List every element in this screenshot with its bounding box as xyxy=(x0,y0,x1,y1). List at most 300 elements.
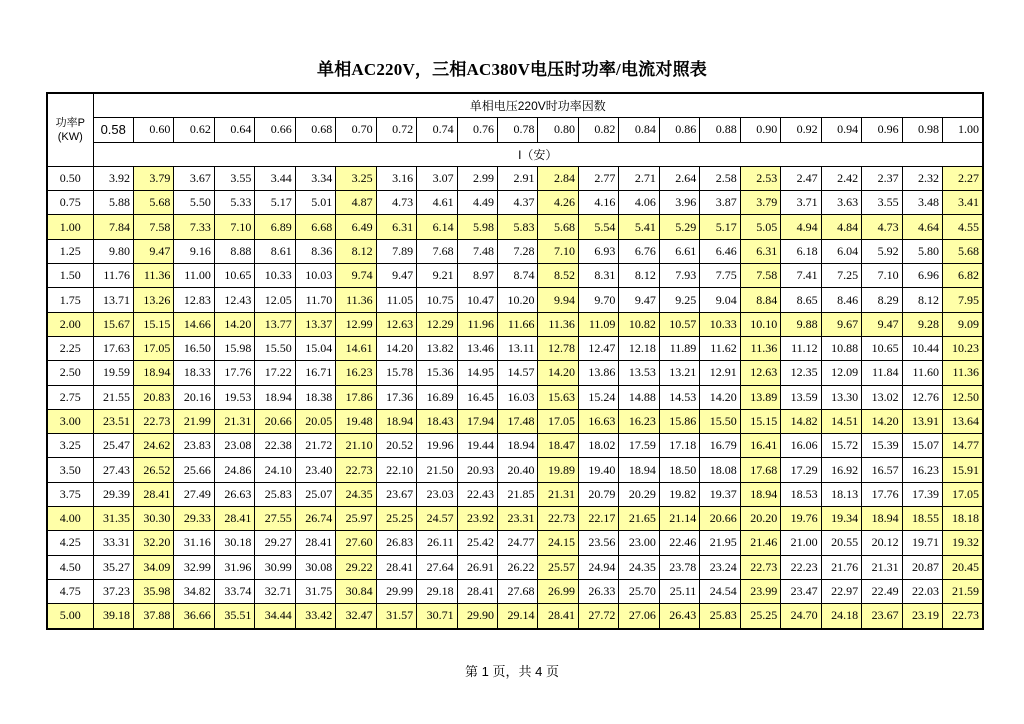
current-value-cell: 8.52 xyxy=(538,264,578,288)
current-value-cell: 14.77 xyxy=(943,434,983,458)
current-value-cell: 10.44 xyxy=(902,336,942,360)
current-value-cell: 3.48 xyxy=(902,191,942,215)
current-value-cell: 13.91 xyxy=(902,409,942,433)
current-value-cell: 20.05 xyxy=(295,409,335,433)
power-value-cell: 0.75 xyxy=(47,191,93,215)
current-value-cell: 21.31 xyxy=(538,482,578,506)
power-factor-header: 0.62 xyxy=(174,118,214,142)
current-value-cell: 8.29 xyxy=(862,288,902,312)
current-value-cell: 16.50 xyxy=(174,336,214,360)
current-value-cell: 5.29 xyxy=(659,215,699,239)
table-row xyxy=(47,482,983,506)
power-value-cell: 1.00 xyxy=(47,215,93,239)
current-value-cell: 9.80 xyxy=(93,239,133,263)
current-value-cell: 2.84 xyxy=(538,166,578,190)
power-value-cell: 1.25 xyxy=(47,239,93,263)
current-value-cell: 13.37 xyxy=(295,312,335,336)
table-row xyxy=(47,336,983,360)
table-row xyxy=(47,215,983,239)
power-factor-header: 0.70 xyxy=(336,118,376,142)
current-value-cell: 11.12 xyxy=(781,336,821,360)
current-value-cell: 18.94 xyxy=(133,361,173,385)
current-value-cell: 12.83 xyxy=(174,288,214,312)
current-value-cell: 25.11 xyxy=(659,579,699,603)
current-value-cell: 3.96 xyxy=(659,191,699,215)
current-value-cell: 9.09 xyxy=(943,312,983,336)
current-value-cell: 19.32 xyxy=(943,531,983,555)
current-value-cell: 7.25 xyxy=(821,264,861,288)
current-value-cell: 28.41 xyxy=(376,555,416,579)
current-value-cell: 14.66 xyxy=(174,312,214,336)
current-value-cell: 16.06 xyxy=(781,434,821,458)
power-value-cell: 3.75 xyxy=(47,482,93,506)
current-value-cell: 18.33 xyxy=(174,361,214,385)
current-value-cell: 3.41 xyxy=(943,191,983,215)
current-value-cell: 4.64 xyxy=(902,215,942,239)
current-value-cell: 27.68 xyxy=(498,579,538,603)
table-row xyxy=(47,385,983,409)
current-value-cell: 15.72 xyxy=(821,434,861,458)
table-row xyxy=(47,531,983,555)
current-value-cell: 2.99 xyxy=(457,166,497,190)
current-value-cell: 24.54 xyxy=(700,579,740,603)
current-value-cell: 11.70 xyxy=(295,288,335,312)
current-value-cell: 25.25 xyxy=(740,604,780,629)
table-row xyxy=(47,239,983,263)
power-current-table xyxy=(46,92,984,630)
current-value-cell: 31.16 xyxy=(174,531,214,555)
current-value-cell: 29.90 xyxy=(457,604,497,629)
power-value-cell: 3.00 xyxy=(47,409,93,433)
current-value-cell: 26.91 xyxy=(457,555,497,579)
current-value-cell: 4.49 xyxy=(457,191,497,215)
current-value-cell: 12.91 xyxy=(700,361,740,385)
current-value-cell: 22.43 xyxy=(457,482,497,506)
current-value-cell: 21.14 xyxy=(659,507,699,531)
current-value-cell: 18.94 xyxy=(376,409,416,433)
current-value-cell: 9.70 xyxy=(578,288,618,312)
current-value-cell: 19.53 xyxy=(214,385,254,409)
current-value-cell: 27.06 xyxy=(619,604,659,629)
current-value-cell: 11.09 xyxy=(578,312,618,336)
current-value-cell: 34.82 xyxy=(174,579,214,603)
current-value-cell: 9.94 xyxy=(538,288,578,312)
current-value-cell: 6.93 xyxy=(578,239,618,263)
current-value-cell: 26.22 xyxy=(498,555,538,579)
current-value-cell: 15.67 xyxy=(93,312,133,336)
current-value-cell: 24.10 xyxy=(255,458,295,482)
current-value-cell: 19.40 xyxy=(578,458,618,482)
current-value-cell: 6.31 xyxy=(376,215,416,239)
current-value-cell: 12.09 xyxy=(821,361,861,385)
current-value-cell: 3.34 xyxy=(295,166,335,190)
current-value-cell: 17.05 xyxy=(943,482,983,506)
table-row xyxy=(47,458,983,482)
current-value-cell: 10.33 xyxy=(255,264,295,288)
current-value-cell: 16.23 xyxy=(902,458,942,482)
power-value-cell: 4.75 xyxy=(47,579,93,603)
current-value-cell: 6.68 xyxy=(295,215,335,239)
current-value-cell: 15.15 xyxy=(133,312,173,336)
current-value-cell: 33.31 xyxy=(93,531,133,555)
current-value-cell: 2.32 xyxy=(902,166,942,190)
current-value-cell: 39.18 xyxy=(93,604,133,629)
current-value-cell: 25.47 xyxy=(93,434,133,458)
current-value-cell: 12.50 xyxy=(943,385,983,409)
current-value-cell: 26.99 xyxy=(538,579,578,603)
current-value-cell: 12.43 xyxy=(214,288,254,312)
current-value-cell: 24.35 xyxy=(619,555,659,579)
power-factor-header: 0.92 xyxy=(781,118,821,142)
current-value-cell: 10.82 xyxy=(619,312,659,336)
current-value-cell: 11.66 xyxy=(498,312,538,336)
current-value-cell: 7.84 xyxy=(93,215,133,239)
current-value-cell: 20.20 xyxy=(740,507,780,531)
current-value-cell: 17.18 xyxy=(659,434,699,458)
power-factor-header: 0.74 xyxy=(417,118,457,142)
current-value-cell: 16.92 xyxy=(821,458,861,482)
current-value-cell: 23.08 xyxy=(214,434,254,458)
current-value-cell: 13.53 xyxy=(619,361,659,385)
current-value-cell: 15.63 xyxy=(538,385,578,409)
current-value-cell: 20.52 xyxy=(376,434,416,458)
current-value-cell: 9.47 xyxy=(862,312,902,336)
current-value-cell: 19.89 xyxy=(538,458,578,482)
power-value-cell: 2.75 xyxy=(47,385,93,409)
current-value-cell: 18.94 xyxy=(498,434,538,458)
current-value-cell: 22.73 xyxy=(133,409,173,433)
current-value-cell: 14.53 xyxy=(659,385,699,409)
power-factor-row xyxy=(47,118,983,142)
current-value-cell: 4.16 xyxy=(578,191,618,215)
current-value-cell: 7.41 xyxy=(781,264,821,288)
current-value-cell: 17.76 xyxy=(862,482,902,506)
current-value-cell: 7.95 xyxy=(943,288,983,312)
current-value-cell: 17.94 xyxy=(457,409,497,433)
current-value-cell: 3.63 xyxy=(821,191,861,215)
current-value-cell: 20.93 xyxy=(457,458,497,482)
current-value-cell: 7.58 xyxy=(740,264,780,288)
current-value-cell: 7.75 xyxy=(700,264,740,288)
current-value-cell: 5.17 xyxy=(255,191,295,215)
current-value-cell: 21.65 xyxy=(619,507,659,531)
power-factor-header: 0.98 xyxy=(902,118,942,142)
current-value-cell: 3.92 xyxy=(93,166,133,190)
current-value-cell: 10.57 xyxy=(659,312,699,336)
current-value-cell: 34.44 xyxy=(255,604,295,629)
current-value-cell: 11.84 xyxy=(862,361,902,385)
power-factor-header: 0.78 xyxy=(498,118,538,142)
current-value-cell: 9.47 xyxy=(376,264,416,288)
current-value-cell: 4.61 xyxy=(417,191,457,215)
current-value-cell: 31.75 xyxy=(295,579,335,603)
current-value-cell: 29.99 xyxy=(376,579,416,603)
table-row xyxy=(47,555,983,579)
current-value-cell: 10.65 xyxy=(862,336,902,360)
current-value-cell: 17.68 xyxy=(740,458,780,482)
current-value-cell: 23.51 xyxy=(93,409,133,433)
current-value-cell: 23.40 xyxy=(295,458,335,482)
table-row xyxy=(47,409,983,433)
current-value-cell: 24.18 xyxy=(821,604,861,629)
current-value-cell: 13.26 xyxy=(133,288,173,312)
current-value-cell: 5.68 xyxy=(538,215,578,239)
current-value-cell: 27.49 xyxy=(174,482,214,506)
power-factor-header: 0.84 xyxy=(619,118,659,142)
current-value-cell: 25.83 xyxy=(700,604,740,629)
current-value-cell: 11.36 xyxy=(740,336,780,360)
current-value-cell: 21.72 xyxy=(295,434,335,458)
current-value-cell: 11.05 xyxy=(376,288,416,312)
current-value-cell: 18.50 xyxy=(659,458,699,482)
current-value-cell: 32.71 xyxy=(255,579,295,603)
power-factor-header: 0.64 xyxy=(214,118,254,142)
table-row xyxy=(47,312,983,336)
current-value-cell: 20.55 xyxy=(821,531,861,555)
current-value-cell: 23.24 xyxy=(700,555,740,579)
table-row xyxy=(47,507,983,531)
current-value-cell: 3.71 xyxy=(781,191,821,215)
current-value-cell: 11.00 xyxy=(174,264,214,288)
current-value-cell: 2.27 xyxy=(943,166,983,190)
current-value-cell: 12.18 xyxy=(619,336,659,360)
current-value-cell: 6.31 xyxy=(740,239,780,263)
current-value-cell: 11.96 xyxy=(457,312,497,336)
current-value-cell: 16.23 xyxy=(336,361,376,385)
current-value-cell: 5.50 xyxy=(174,191,214,215)
power-factor-header: 0.86 xyxy=(659,118,699,142)
current-value-cell: 32.99 xyxy=(174,555,214,579)
current-value-cell: 5.41 xyxy=(619,215,659,239)
current-value-cell: 20.83 xyxy=(133,385,173,409)
current-value-cell: 28.41 xyxy=(214,507,254,531)
current-value-cell: 23.56 xyxy=(578,531,618,555)
current-value-cell: 14.20 xyxy=(862,409,902,433)
current-value-cell: 3.55 xyxy=(862,191,902,215)
current-value-cell: 15.04 xyxy=(295,336,335,360)
current-value-cell: 4.94 xyxy=(781,215,821,239)
current-value-cell: 8.12 xyxy=(619,264,659,288)
power-factor-header: 0.80 xyxy=(538,118,578,142)
current-value-cell: 30.08 xyxy=(295,555,335,579)
current-value-cell: 21.95 xyxy=(700,531,740,555)
power-value-cell: 3.25 xyxy=(47,434,93,458)
current-value-cell: 3.16 xyxy=(376,166,416,190)
power-factor-header: 0.72 xyxy=(376,118,416,142)
current-value-cell: 5.68 xyxy=(943,239,983,263)
current-value-cell: 23.83 xyxy=(174,434,214,458)
current-value-cell: 18.55 xyxy=(902,507,942,531)
current-value-cell: 23.99 xyxy=(740,579,780,603)
current-value-cell: 6.89 xyxy=(255,215,295,239)
current-value-cell: 36.66 xyxy=(174,604,214,629)
current-value-cell: 4.37 xyxy=(498,191,538,215)
current-value-cell: 20.87 xyxy=(902,555,942,579)
current-value-cell: 35.98 xyxy=(133,579,173,603)
current-value-cell: 9.67 xyxy=(821,312,861,336)
power-value-cell: 5.00 xyxy=(47,604,93,629)
current-value-cell: 13.71 xyxy=(93,288,133,312)
current-value-cell: 5.68 xyxy=(133,191,173,215)
current-value-cell: 13.11 xyxy=(498,336,538,360)
current-value-cell: 9.47 xyxy=(619,288,659,312)
current-value-cell: 9.88 xyxy=(781,312,821,336)
current-value-cell: 17.48 xyxy=(498,409,538,433)
current-value-cell: 12.63 xyxy=(376,312,416,336)
current-value-cell: 19.34 xyxy=(821,507,861,531)
current-value-cell: 19.82 xyxy=(659,482,699,506)
current-value-cell: 9.74 xyxy=(336,264,376,288)
current-value-cell: 18.94 xyxy=(255,385,295,409)
current-value-cell: 17.05 xyxy=(538,409,578,433)
page-footer: 第 1 页，共 4 页 xyxy=(465,664,559,679)
power-value-cell: 2.50 xyxy=(47,361,93,385)
current-value-cell: 5.80 xyxy=(902,239,942,263)
current-value-cell: 24.57 xyxy=(417,507,457,531)
table-row xyxy=(47,361,983,385)
current-value-cell: 6.46 xyxy=(700,239,740,263)
current-value-cell: 15.15 xyxy=(740,409,780,433)
current-value-cell: 25.83 xyxy=(255,482,295,506)
current-value-cell: 26.43 xyxy=(659,604,699,629)
current-value-cell: 26.74 xyxy=(295,507,335,531)
current-value-cell: 30.99 xyxy=(255,555,295,579)
current-value-cell: 10.20 xyxy=(498,288,538,312)
current-value-cell: 23.78 xyxy=(659,555,699,579)
current-value-cell: 7.48 xyxy=(457,239,497,263)
current-value-cell: 24.94 xyxy=(578,555,618,579)
current-value-cell: 27.60 xyxy=(336,531,376,555)
current-value-cell: 33.42 xyxy=(295,604,335,629)
current-value-cell: 14.88 xyxy=(619,385,659,409)
current-value-cell: 15.24 xyxy=(578,385,618,409)
power-value-cell: 3.50 xyxy=(47,458,93,482)
current-value-cell: 31.57 xyxy=(376,604,416,629)
current-value-cell: 5.17 xyxy=(700,215,740,239)
current-value-cell: 7.10 xyxy=(862,264,902,288)
current-value-cell: 13.86 xyxy=(578,361,618,385)
current-value-cell: 5.05 xyxy=(740,215,780,239)
current-value-cell: 12.05 xyxy=(255,288,295,312)
current-value-cell: 10.10 xyxy=(740,312,780,336)
current-value-cell: 24.35 xyxy=(336,482,376,506)
current-value-cell: 22.49 xyxy=(862,579,902,603)
current-value-cell: 20.12 xyxy=(862,531,902,555)
power-factor-header: 0.68 xyxy=(295,118,335,142)
current-value-cell: 28.41 xyxy=(133,482,173,506)
power-factor-header: 0.82 xyxy=(578,118,618,142)
current-value-cell: 21.10 xyxy=(336,434,376,458)
current-value-cell: 17.29 xyxy=(781,458,821,482)
current-value-cell: 5.33 xyxy=(214,191,254,215)
current-value-cell: 15.36 xyxy=(417,361,457,385)
current-value-cell: 16.71 xyxy=(295,361,335,385)
current-value-cell: 25.70 xyxy=(619,579,659,603)
current-value-cell: 15.86 xyxy=(659,409,699,433)
current-value-cell: 29.33 xyxy=(174,507,214,531)
current-value-cell: 21.99 xyxy=(174,409,214,433)
current-value-cell: 11.62 xyxy=(700,336,740,360)
current-value-cell: 22.73 xyxy=(740,555,780,579)
current-value-cell: 21.85 xyxy=(498,482,538,506)
current-value-cell: 5.92 xyxy=(862,239,902,263)
current-value-cell: 18.47 xyxy=(538,434,578,458)
current-value-cell: 23.47 xyxy=(781,579,821,603)
current-value-cell: 3.79 xyxy=(740,191,780,215)
table-row xyxy=(47,579,983,603)
current-value-cell: 27.55 xyxy=(255,507,295,531)
current-value-cell: 12.99 xyxy=(336,312,376,336)
current-value-cell: 2.37 xyxy=(862,166,902,190)
current-value-cell: 8.61 xyxy=(255,239,295,263)
current-value-cell: 16.63 xyxy=(578,409,618,433)
current-value-cell: 12.78 xyxy=(538,336,578,360)
current-value-cell: 4.84 xyxy=(821,215,861,239)
current-value-cell: 31.96 xyxy=(214,555,254,579)
current-value-cell: 27.43 xyxy=(93,458,133,482)
power-factor-header: 0.90 xyxy=(740,118,780,142)
current-value-cell: 13.64 xyxy=(943,409,983,433)
current-value-cell: 15.91 xyxy=(943,458,983,482)
current-value-cell: 14.95 xyxy=(457,361,497,385)
power-header-line1: 功率P xyxy=(55,116,85,129)
current-value-cell: 16.89 xyxy=(417,385,457,409)
current-value-cell: 37.88 xyxy=(133,604,173,629)
current-value-cell: 16.45 xyxy=(457,385,497,409)
current-value-cell: 25.25 xyxy=(376,507,416,531)
current-value-cell: 31.35 xyxy=(93,507,133,531)
current-value-cell: 12.76 xyxy=(902,385,942,409)
current-value-cell: 17.63 xyxy=(93,336,133,360)
current-value-cell: 3.25 xyxy=(336,166,376,190)
current-value-cell: 13.30 xyxy=(821,385,861,409)
current-value-cell: 3.87 xyxy=(700,191,740,215)
current-value-cell: 11.60 xyxy=(902,361,942,385)
current-value-cell: 35.27 xyxy=(93,555,133,579)
current-value-cell: 22.73 xyxy=(336,458,376,482)
current-value-cell: 8.12 xyxy=(336,239,376,263)
current-value-cell: 14.51 xyxy=(821,409,861,433)
current-value-cell: 23.03 xyxy=(417,482,457,506)
current-value-cell: 23.31 xyxy=(498,507,538,531)
current-value-cell: 22.73 xyxy=(943,604,983,629)
current-value-cell: 24.77 xyxy=(498,531,538,555)
current-value-cell: 28.41 xyxy=(457,579,497,603)
current-value-cell: 2.42 xyxy=(821,166,861,190)
current-value-cell: 13.02 xyxy=(862,385,902,409)
current-value-cell: 20.66 xyxy=(700,507,740,531)
power-header-line2: (KW) xyxy=(57,130,83,143)
current-value-cell: 34.09 xyxy=(133,555,173,579)
current-value-cell: 8.84 xyxy=(740,288,780,312)
current-value-cell: 22.03 xyxy=(902,579,942,603)
current-value-cell: 30.30 xyxy=(133,507,173,531)
current-value-cell: 27.64 xyxy=(417,555,457,579)
current-value-cell: 2.71 xyxy=(619,166,659,190)
current-value-cell: 35.51 xyxy=(214,604,254,629)
current-value-cell: 5.54 xyxy=(578,215,618,239)
page-title: 单相AC220V，三相AC380V电压时功率/电流对照表 xyxy=(317,60,707,79)
current-value-cell: 21.46 xyxy=(740,531,780,555)
current-value-cell: 8.97 xyxy=(457,264,497,288)
power-value-cell: 2.00 xyxy=(47,312,93,336)
current-value-cell: 13.21 xyxy=(659,361,699,385)
current-value-cell: 30.84 xyxy=(336,579,376,603)
current-value-cell: 16.03 xyxy=(498,385,538,409)
current-value-cell: 7.68 xyxy=(417,239,457,263)
current-value-cell: 2.53 xyxy=(740,166,780,190)
current-value-cell: 7.33 xyxy=(174,215,214,239)
